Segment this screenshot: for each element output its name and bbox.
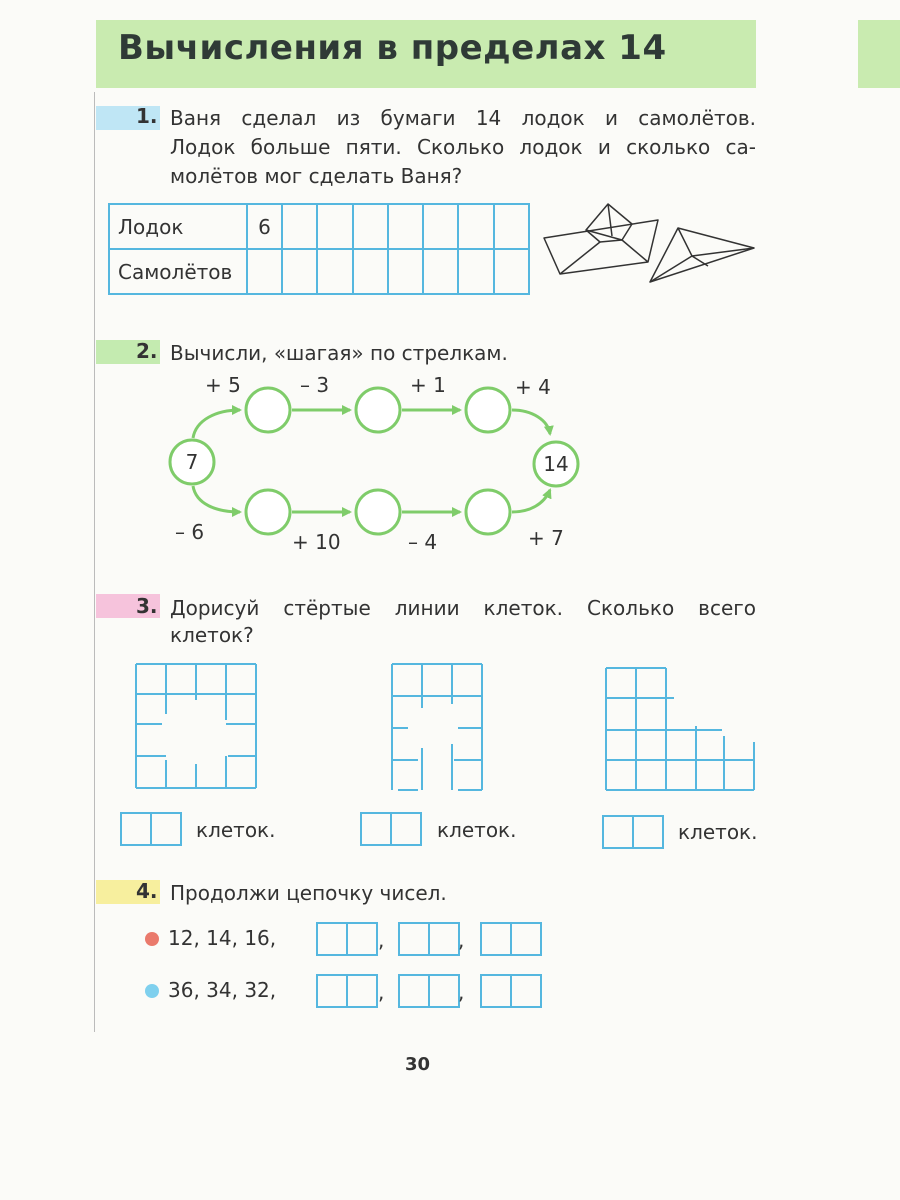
seq1-box-1[interactable] [316,922,378,956]
answer-label-1: клеток. [196,818,276,842]
page-header-band-next [858,20,900,88]
answer-cell[interactable] [634,817,662,847]
answer-box-2[interactable] [360,812,422,846]
answer-cell[interactable] [604,817,634,847]
answer-box-1[interactable] [120,812,182,846]
op-bottom-2: + 10 [292,530,341,554]
answer-cell[interactable] [122,814,152,844]
task4-text: Продолжи цепочку чисел. [170,881,447,905]
answer-cell[interactable] [482,976,512,1006]
task1-number: 1. [136,104,158,128]
seq1-comma-2: , [458,928,465,952]
table-cell-boats-7[interactable] [458,204,493,249]
blue-dot-icon [145,984,159,998]
task3-line-1: Дорисуй стёртые линии клеток. Сколько всего [170,596,756,620]
table-cell-planes-8[interactable] [494,249,529,294]
table-cell-boats-2[interactable] [282,204,317,249]
table-row-planes [109,249,529,294]
answer-cell[interactable] [400,924,430,954]
empty-circle-bottom-3 [466,490,510,534]
table-cell-planes-7[interactable] [458,249,493,294]
task2-text: Вычисли, «шагая» по стрелкам. [170,341,508,365]
paper-plane-icon [648,222,760,286]
page-number: 30 [405,1054,431,1075]
answer-cell[interactable] [512,924,540,954]
table-cell-planes-4[interactable] [353,249,388,294]
table-cell-planes-5[interactable] [388,249,423,294]
answer-cell[interactable] [430,924,458,954]
sequence-2: 36, 34, 32, [168,978,277,1002]
seq2-box-3[interactable] [480,974,542,1008]
op-top-4: + 4 [515,375,551,399]
task1-line-3: молётов мог сделать Ваня? [170,164,463,188]
empty-circle-top-2 [356,388,400,432]
answer-cell[interactable] [318,924,348,954]
end-number: 14 [543,452,569,476]
table-cell-boats-4[interactable] [353,204,388,249]
answer-cell[interactable] [362,814,392,844]
table-label-boats: Лодок [109,204,247,249]
grid-figure-1 [132,660,260,794]
empty-circle-top-3 [466,388,510,432]
answer-cell[interactable] [430,976,458,1006]
seq1-comma-1: , [378,928,385,952]
answer-cell[interactable] [348,976,376,1006]
op-bottom-4: + 7 [528,526,564,550]
answer-cell[interactable] [318,976,348,1006]
seq2-box-1[interactable] [316,974,378,1008]
page-title: Вычисления в пределах 14 [118,28,667,68]
answer-cell[interactable] [482,924,512,954]
task2-number: 2. [136,339,158,363]
boats-planes-table [108,203,530,295]
red-dot-icon [145,932,159,946]
seq2-comma-2: , [458,980,465,1004]
task4-number: 4. [136,879,158,903]
task1-line-2: Лодок больше пяти. Сколько лодок и сколько са- [170,135,756,159]
seq2-comma-1: , [378,980,385,1004]
table-cell-boats-5[interactable] [388,204,423,249]
start-number: 7 [185,450,199,474]
table-row-boats [109,204,529,249]
grid-figure-3 [602,664,758,794]
op-bottom-1: – 6 [175,520,205,544]
answer-box-3[interactable] [602,815,664,849]
seq2-box-2[interactable] [398,974,460,1008]
page-margin-line [94,92,95,1032]
op-top-1: + 5 [205,373,241,397]
table-cell-planes-2[interactable] [282,249,317,294]
table-cell-boats-1[interactable]: 6 [247,204,283,249]
empty-circle-top-1 [246,388,290,432]
table-cell-planes-3[interactable] [317,249,352,294]
table-cell-boats-6[interactable] [423,204,458,249]
answer-cell[interactable] [400,976,430,1006]
op-bottom-3: – 4 [408,530,438,554]
answer-label-3: клеток. [678,820,758,844]
table-cell-planes-1[interactable] [247,249,283,294]
table-cell-boats-8[interactable] [494,204,529,249]
table-cell-boats-3[interactable] [317,204,352,249]
answer-cell[interactable] [152,814,180,844]
grid-figure-2 [388,660,486,794]
task3-number: 3. [136,594,158,618]
task1-line-1: Ваня сделал из бумаги 14 лодок и самолётов. [170,106,756,130]
answer-label-2: клеток. [437,818,517,842]
empty-circle-bottom-1 [246,490,290,534]
answer-cell[interactable] [392,814,420,844]
empty-circle-bottom-2 [356,490,400,534]
sequence-1: 12, 14, 16, [168,926,277,950]
seq1-box-2[interactable] [398,922,460,956]
answer-cell[interactable] [348,924,376,954]
seq1-box-3[interactable] [480,922,542,956]
task3-line-2: клеток? [170,623,254,647]
table-cell-planes-6[interactable] [423,249,458,294]
table-label-planes: Самолётов [109,249,247,294]
op-top-2: – 3 [300,373,330,397]
op-top-3: + 1 [410,373,446,397]
answer-cell[interactable] [512,976,540,1006]
